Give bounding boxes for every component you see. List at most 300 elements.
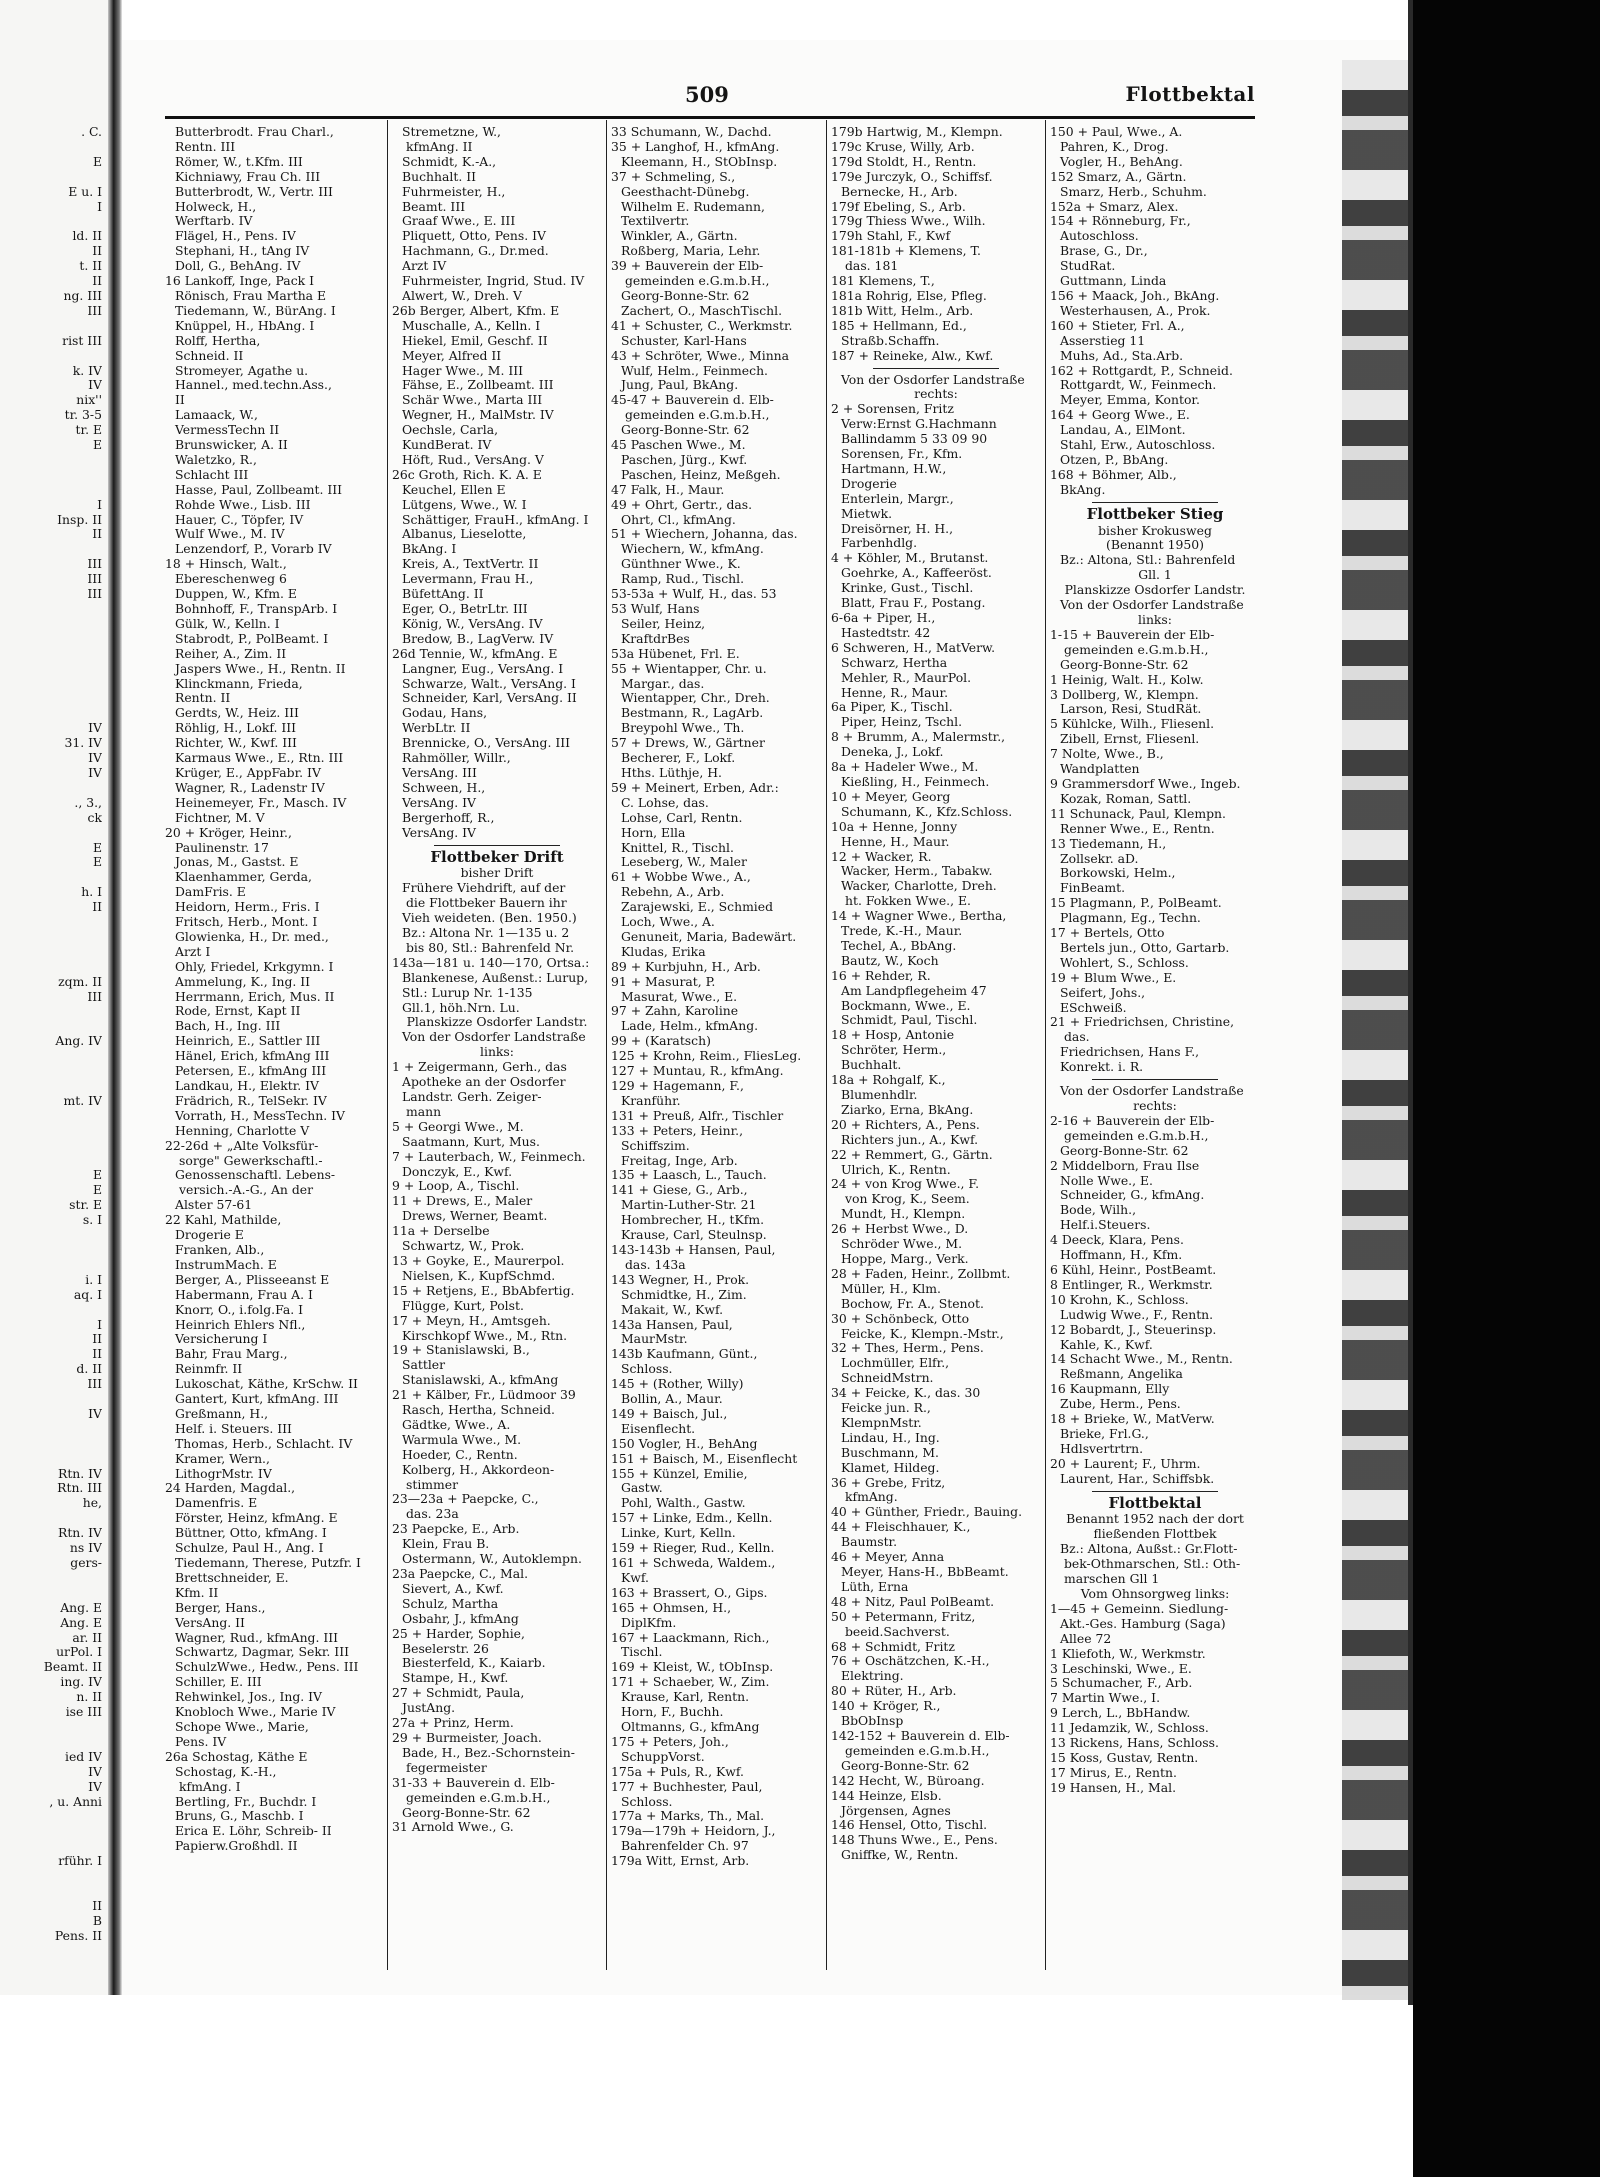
directory-entry: 28 + Faden, Heinr., Zollbmt. <box>831 1266 1011 1281</box>
directory-entry: von Krog, K., Seem. <box>845 1192 970 1207</box>
page-header <box>165 80 1255 119</box>
directory-entry: Bockmann, Wwe., E. <box>841 998 971 1013</box>
adjacent-page-fragment <box>0 960 102 975</box>
directory-entry: 9 Lerch, L., BbHandw. <box>1050 1706 1191 1721</box>
directory-entry: 25 + Harder, Sophie, <box>392 1626 525 1641</box>
directory-entry: das. 143a <box>625 1257 686 1272</box>
directory-entry: bis 80, Stl.: Bahrenfeld Nr. <box>406 940 575 955</box>
adjacent-page-fragment: Rtn. III <box>57 1481 102 1496</box>
directory-entry: VermessTechn II <box>175 423 280 438</box>
directory-entry: Römer, W., t.Kfm. III <box>175 154 303 169</box>
adjacent-page-fragment: II <box>92 274 102 289</box>
directory-entry: Butterbrodt. Frau Charl., <box>175 125 334 139</box>
directory-entry: 179a—179h + Heidorn, J., <box>611 1824 776 1839</box>
directory-entry: Bade, H., Bez.-Schornstein- <box>402 1745 575 1760</box>
adjacent-page-fragment: tr. E <box>75 423 102 438</box>
directory-entry: gemeinden e.G.m.b.H., <box>1064 642 1209 657</box>
directory-entry: C. Lohse, das. <box>621 795 709 810</box>
directory-entry: Ohrt, Cl., kfmAng. <box>621 512 736 527</box>
directory-entry: Borkowski, Helm., <box>1060 866 1176 881</box>
adjacent-page-fragment <box>0 1228 102 1243</box>
directory-entry: Rentn. III <box>175 139 236 154</box>
directory-entry: Ammelung, K., Ing. II <box>175 974 311 989</box>
directory-entry: Mehler, R., MaurPol. <box>841 670 972 685</box>
directory-entry: Glowienka, H., Dr. med., <box>175 929 329 944</box>
directory-entry: Knobloch Wwe., Marie IV <box>175 1705 336 1720</box>
adjacent-page-fragment: Ang. E <box>60 1600 102 1615</box>
directory-entry: 23 Paepcke, E., Arb. <box>392 1522 520 1537</box>
street-note: Planskizze Osdorfer Landstr. <box>1064 583 1246 598</box>
directory-entry: die Flottbeker Bauern ihr <box>406 896 567 911</box>
directory-entry: MaurMstr. <box>621 1332 688 1347</box>
directory-entry: Bertels jun., Otto, Gartarb. <box>1060 940 1230 955</box>
adjacent-page-fragment: E <box>92 855 102 870</box>
directory-entry: 36 + Grebe, Fritz, <box>831 1475 946 1490</box>
directory-entry: Doll, G., BehAng. IV <box>175 259 301 274</box>
street-note: links: <box>1138 613 1172 627</box>
directory-column-4 <box>831 125 1041 1965</box>
street-note: rechts: <box>914 387 958 402</box>
directory-entry: 20 + Laurent; F., Uhrm. <box>1050 1456 1201 1471</box>
directory-entry: Schär Wwe., Marta III <box>402 393 543 408</box>
directory-entry: 8a + Hadeler Wwe., M. <box>831 760 979 775</box>
directory-entry: Hänel, Erich, kfmAng III <box>175 1049 330 1064</box>
directory-entry: WerbLtr. II <box>402 721 471 736</box>
directory-entry: Trede, K.-H., Maur. <box>841 924 963 939</box>
directory-entry: Nielsen, K., KupfSchmd. <box>402 1268 556 1283</box>
directory-entry: Frädrich, R., TelSekr. IV <box>175 1093 327 1108</box>
directory-entry: Schloss. <box>621 1362 673 1377</box>
directory-entry: 41 + Schuster, C., Werkmstr. <box>611 318 793 333</box>
directory-entry: Langner, Eug., VersAng. I <box>402 661 564 676</box>
directory-entry: 89 + Kurbjuhn, H., Arb. <box>611 959 761 974</box>
directory-entry: Schmidt, K.-A., <box>402 154 497 169</box>
directory-entry: 33 Schumann, W., Dachd. <box>611 125 772 139</box>
directory-entry: Klaenhammer, Gerda, <box>175 870 312 885</box>
directory-entry: 145 + (Rother, Willy) <box>611 1377 744 1392</box>
directory-entry: 26b Berger, Albert, Kfm. E <box>392 303 560 318</box>
adjacent-page-fragment: n. II <box>76 1690 102 1705</box>
directory-entry: 47 Falk, H., Maur. <box>611 482 725 497</box>
directory-entry: Brettschneider, E. <box>175 1570 289 1585</box>
directory-entry: gemeinden e.G.m.b.H., <box>406 1790 551 1805</box>
directory-entry: Graaf Wwe., E. III <box>402 214 516 229</box>
directory-entry: 2 + Sorensen, Fritz <box>831 402 954 417</box>
directory-entry: Ebereschenweg 6 <box>175 572 287 587</box>
adjacent-page-fragment <box>0 1809 102 1824</box>
adjacent-page-fragment: E <box>92 154 102 169</box>
adjacent-page-fragment <box>0 915 102 930</box>
directory-entry: Krinke, Gust., Tischl. <box>841 581 974 596</box>
directory-entry: Blankenese, Außenst.: Lurup, <box>402 970 589 985</box>
directory-entry: Georg-Bonne-Str. 62 <box>402 1805 531 1820</box>
directory-entry: Kichniawy, Frau Ch. III <box>175 169 321 184</box>
directory-entry: 185 + Hellmann, Ed., <box>831 318 967 333</box>
directory-entry: Butterbrodt, W., Vertr. III <box>175 184 333 199</box>
directory-entry: Rahmöller, Willr., <box>402 751 511 766</box>
street-note: Benannt 1952 nach der dort <box>1066 1512 1244 1527</box>
directory-entry: Plagmann, Eg., Techn. <box>1060 911 1201 926</box>
directory-entry: Reinmfr. II <box>175 1362 243 1377</box>
directory-entry: Pohl, Walth., Gastw. <box>621 1496 746 1511</box>
directory-entry: Kranführ. <box>621 1093 681 1108</box>
adjacent-page-fragment <box>0 170 102 185</box>
directory-entry: InstrumMach. E <box>175 1257 277 1272</box>
adjacent-page-fragment: III <box>87 989 102 1004</box>
directory-entry: Alwert, W., Dreh. V <box>402 288 523 303</box>
scan-background <box>1413 0 1600 2177</box>
directory-entry: 39 + Bauverein der Elb- <box>611 259 764 274</box>
adjacent-page-fragment <box>0 1824 102 1839</box>
directory-entry: Wagner, R., Ladenstr IV <box>175 780 325 795</box>
directory-entry: Kfm. II <box>175 1585 219 1600</box>
directory-entry: das. <box>1064 1030 1090 1045</box>
street-heading: Flottbektal <box>1108 1495 1202 1511</box>
directory-entry: Kludas, Erika <box>621 944 706 959</box>
directory-entry: Fichtner, M. V <box>175 810 265 825</box>
directory-entry: Stromeyer, Agathe u. <box>175 363 309 378</box>
directory-entry: Drews, Werner, Beamt. <box>402 1209 548 1224</box>
directory-entry: Lochmüller, Elfr., <box>841 1356 950 1371</box>
directory-entry: Alster 57-61 <box>175 1198 253 1213</box>
section-divider <box>434 845 560 846</box>
directory-entry: 34 + Feicke, K., das. 30 <box>831 1386 981 1401</box>
adjacent-page-fragment <box>0 1571 102 1586</box>
directory-entry: Meyer, Hans-H., BbBeamt. <box>841 1565 1009 1579</box>
directory-entry: Karmaus Wwe., E., Rtn. III <box>175 751 344 766</box>
directory-entry: 152a + Smarz, Alex. <box>1050 199 1179 214</box>
directory-entry: Kwf. <box>621 1570 649 1585</box>
directory-entry: Lamaack, W., <box>175 408 258 423</box>
directory-entry: das. 23a <box>406 1507 459 1522</box>
adjacent-page-fragment: II <box>92 1347 102 1362</box>
adjacent-page-fragment <box>0 1079 102 1094</box>
directory-entry: Röhlig, H., Lokf. III <box>175 721 297 736</box>
directory-entry: 154 + Rönneburg, Fr., <box>1050 214 1191 229</box>
directory-entry: Brennicke, O., VersAng. III <box>402 736 571 751</box>
directory-entry: Bz.: Altona, Außst.: Gr.Flott- <box>1060 1542 1238 1557</box>
adjacent-page-fragment <box>0 214 102 229</box>
directory-entry: 11 Schunack, Paul, Klempn. <box>1050 806 1226 821</box>
adjacent-page-fragment: IV <box>88 1764 102 1779</box>
directory-entry: Meyer, Emma, Kontor. <box>1060 393 1200 408</box>
directory-entry: StudRat. <box>1060 259 1116 274</box>
directory-entry: Reßmann, Angelika <box>1060 1367 1183 1382</box>
directory-entry: Zibell, Ernst, Fliesenl. <box>1060 732 1200 747</box>
directory-entry: 18 + Hinsch, Walt., <box>165 557 287 572</box>
directory-entry: II <box>175 393 185 408</box>
directory-entry: Makait, W., Kwf. <box>621 1302 724 1317</box>
directory-entry: KundBerat. IV <box>402 438 492 453</box>
directory-entry: Schuster, Karl-Hans <box>621 333 747 348</box>
directory-entry: kfmAng. <box>845 1490 898 1505</box>
adjacent-page-fragment <box>0 826 102 841</box>
directory-entry: Schröder Wwe., M. <box>841 1237 963 1252</box>
directory-entry: Levermann, Frau H., <box>402 572 534 587</box>
directory-entry: Martin-Luther-Str. 21 <box>621 1198 757 1213</box>
directory-entry: 55 + Wientapper, Chr. u. <box>611 661 767 676</box>
directory-entry: Autoschloss. <box>1060 229 1139 244</box>
directory-entry: Stampe, H., Kwf. <box>402 1671 509 1686</box>
directory-entry: Flügge, Kurt, Polst. <box>402 1298 524 1313</box>
adjacent-page-fragment: I <box>97 199 102 214</box>
directory-entry: Mundt, H., Klempn. <box>841 1207 966 1222</box>
directory-entry: 49 + Ohrt, Gertr., das. <box>611 497 753 512</box>
adjacent-page-fragment: E <box>92 840 102 855</box>
adjacent-page-fragment: ns IV <box>69 1541 102 1556</box>
directory-entry: 20 + Kröger, Heinr., <box>165 825 292 840</box>
directory-entry: 31-33 + Bauverein d. Elb- <box>392 1775 555 1790</box>
directory-entry: 17 + Bertels, Otto <box>1050 926 1165 941</box>
directory-entry: 26a Schostag, Käthe E <box>165 1749 308 1764</box>
directory-entry: Brieke, Frl.G., <box>1060 1426 1149 1441</box>
directory-entry: Klamet, Hildeg. <box>841 1460 940 1475</box>
directory-entry: Schmidt, Paul, Tischl. <box>841 1013 978 1028</box>
directory-entry: 140 + Kröger, R., <box>831 1699 941 1714</box>
directory-entry: 24 + von Krog Wwe., F. <box>831 1177 980 1192</box>
directory-entry: Reiher, A., Zim. II <box>175 646 287 661</box>
directory-entry: 12 Bobardt, J., Steuerinsp. <box>1050 1322 1217 1337</box>
directory-entry: 31 Arnold Wwe., G. <box>392 1820 514 1835</box>
directory-entry: 181-181b + Klemens, T. <box>831 244 981 259</box>
directory-entry: Gülk, W., Kelln. I <box>175 616 280 631</box>
directory-entry: 17 Mirus, E., Rentn. <box>1050 1765 1177 1780</box>
directory-entry: 53-53a + Wulf, H., das. 53 <box>611 587 777 602</box>
directory-entry: 6-6a + Piper, H., <box>831 611 936 625</box>
adjacent-page-fragment: gers- <box>70 1556 102 1570</box>
directory-entry: 175a + Puls, R., Kwf. <box>611 1764 744 1779</box>
adjacent-page-fragment <box>0 1422 102 1437</box>
section-divider <box>1092 502 1218 503</box>
directory-entry: 16 Kaupmann, Elly <box>1050 1382 1170 1397</box>
column-rule <box>606 120 607 1970</box>
directory-entry: Textilvertr. <box>621 214 690 229</box>
adjacent-page-fragment: III <box>87 587 102 602</box>
adjacent-page-fragment: ., 3., <box>74 795 102 810</box>
directory-entry: Schostag, K.-H., <box>175 1764 277 1779</box>
directory-entry: Ohly, Friedel, Krkgymn. I <box>175 959 334 974</box>
adjacent-page-fragment: III <box>87 557 102 572</box>
directory-entry: das. 181 <box>845 259 899 274</box>
directory-entry: mann <box>406 1104 442 1119</box>
directory-entry: Wandplatten <box>1060 762 1140 777</box>
street-note: bisher Drift <box>460 866 534 881</box>
directory-entry: FinBeamt. <box>1060 881 1126 896</box>
directory-entry: Stanislawski, A., kfmAng <box>402 1373 559 1388</box>
directory-entry: Geesthacht-Dünebg. <box>621 184 750 199</box>
directory-entry: 12 + Wacker, R. <box>831 849 932 864</box>
directory-entry: 22 Kahl, Mathilde, <box>165 1213 282 1228</box>
directory-entry: Nolle Wwe., E. <box>1060 1173 1153 1188</box>
directory-entry: 5 Schumacher, F., Arb. <box>1050 1676 1193 1691</box>
directory-entry: 1 + Zeigermann, Gerh., das <box>392 1060 567 1075</box>
directory-entry: 21 + Friedrichsen, Christine, <box>1050 1015 1235 1030</box>
directory-entry: Vieh weideten. (Ben. 1950.) <box>402 911 577 926</box>
directory-entry: Papierw.Großhdl. II <box>175 1839 298 1854</box>
adjacent-page-fragment: IV <box>88 1406 102 1421</box>
directory-entry: 150 Vogler, H., BehAng <box>611 1436 758 1451</box>
adjacent-page-fragment <box>0 319 102 334</box>
directory-entry: Förster, Heinz, kfmAng. E <box>175 1511 338 1526</box>
directory-entry: 9 Grammersdorf Wwe., Ingeb. <box>1050 776 1241 791</box>
directory-entry: Habermann, Frau A. I <box>175 1287 313 1302</box>
directory-entry: 2 Middelborn, Frau Ilse <box>1050 1158 1200 1173</box>
directory-entry: 11 Jedamzik, W., Schloss. <box>1050 1721 1209 1736</box>
directory-entry: Henne, R., Maur. <box>841 685 949 700</box>
directory-entry: 17 + Meyn, H., Amtsgeh. <box>392 1313 551 1328</box>
adjacent-page-fragment: 31. IV <box>64 736 102 751</box>
directory-entry: Goehrke, A., Kaffeeröst. <box>841 566 992 581</box>
directory-entry: Mietwk. <box>841 506 893 521</box>
directory-entry: Rottgardt, W., Feinmech. <box>1060 378 1217 393</box>
directory-entry: 144 Heinze, Elsb. <box>831 1788 942 1803</box>
directory-entry: Lütgens, Wwe., W. I <box>402 497 527 512</box>
directory-column-3 <box>611 125 823 1965</box>
directory-entry: Herrmann, Erich, Mus. II <box>175 989 335 1004</box>
directory-entry: Vorrath, H., MessTechn. IV <box>175 1108 345 1123</box>
directory-entry: 179a Witt, Ernst, Arb. <box>611 1854 750 1869</box>
directory-entry: Verw:Ernst G.Hachmann <box>841 417 997 432</box>
directory-entry: sorge" Gewerkschaftl.- <box>179 1153 323 1168</box>
directory-entry: Wulf Wwe., M. IV <box>175 527 285 542</box>
adjacent-page-fragment: III <box>87 303 102 318</box>
directory-entry: Damenfris. E <box>175 1496 258 1511</box>
directory-entry: Krüger, E., AppFabr. IV <box>175 765 321 780</box>
directory-entry: 187 + Reineke, Alw., Kwf. <box>831 348 994 363</box>
directory-entry: Petersen, E., kfmAng III <box>175 1064 327 1079</box>
directory-entry: 143-143b + Hansen, Paul, <box>611 1242 776 1257</box>
directory-entry: 177a + Marks, Th., Mal. <box>611 1809 765 1824</box>
adjacent-page-fragment: IV <box>88 765 102 780</box>
directory-entry: Paschen, Heinz, Meßgeh. <box>621 467 781 482</box>
directory-entry: Loch, Wwe., A. <box>621 915 715 930</box>
directory-entry: Hiekel, Emil, Geschf. II <box>402 333 548 348</box>
directory-entry: Schättiger, FrauH., kfmAng. I <box>402 512 589 527</box>
adjacent-page-fragment: mt. IV <box>63 1093 102 1108</box>
directory-entry: 127 + Muntau, R., kfmAng. <box>611 1064 784 1079</box>
directory-entry: Wilhelm E. Rudemann, <box>621 199 765 214</box>
adjacent-page-fragment: ied IV <box>64 1749 102 1764</box>
directory-entry: Arzt I <box>175 944 211 959</box>
directory-entry: Apotheke an der Osdorfer <box>402 1075 566 1090</box>
directory-entry: Hartmann, H.W., <box>841 461 947 476</box>
directory-entry: Buchhalt. <box>841 1058 902 1073</box>
adjacent-page-fragment <box>0 1109 102 1124</box>
directory-entry: Hager Wwe., M. III <box>402 363 524 378</box>
directory-entry: Genuneit, Maria, Badewärt. <box>621 929 797 944</box>
directory-entry: Fuhrmeister, H., <box>402 184 506 199</box>
directory-entry: Biesterfeld, K., Kaiarb. <box>402 1656 546 1671</box>
directory-entry: 175 + Peters, Joh., <box>611 1734 729 1749</box>
directory-entry: 168 + Böhmer, Alb., <box>1050 467 1177 482</box>
directory-entry: 179e Jurczyk, O., Schiffsf. <box>831 169 993 184</box>
directory-entry: Klinckmann, Frieda, <box>175 676 303 691</box>
directory-entry: 57 + Drews, W., Gärtner <box>611 736 765 751</box>
adjacent-page-fragment <box>0 483 102 498</box>
directory-entry: Breypohl Wwe., Th. <box>621 721 745 736</box>
adjacent-page-fragment: aq. I <box>73 1287 102 1302</box>
directory-entry: Sievert, A., Kwf. <box>402 1581 504 1596</box>
directory-entry: Piper, Heinz, Tschl. <box>841 715 963 730</box>
directory-entry: 14 Schacht Wwe., M., Rentn. <box>1050 1352 1233 1367</box>
adjacent-page-fragment <box>0 691 102 706</box>
directory-entry: Franken, Alb., <box>175 1242 265 1257</box>
directory-entry: Hauer, C., Töpfer, IV <box>175 512 304 527</box>
directory-entry: Knorr, O., i.folg.Fa. I <box>175 1302 304 1317</box>
directory-entry: 27a + Prinz, Herm. <box>392 1716 514 1731</box>
directory-entry: Eisenflecht. <box>621 1421 696 1436</box>
directory-entry: 32 + Thes, Herm., Pens. <box>831 1341 984 1356</box>
directory-entry: Baumstr. <box>841 1535 898 1550</box>
directory-entry: Bertling, Fr., Buchdr. I <box>175 1794 317 1809</box>
directory-entry: Erica E. Löhr, Schreib- II <box>175 1824 332 1839</box>
adjacent-page-fragment: IV <box>88 721 102 736</box>
directory-entry: 61 + Wobbe Wwe., A., <box>611 870 751 885</box>
directory-entry: Donczyk, E., Kwf. <box>402 1164 513 1179</box>
directory-entry: Krause, Carl, Steulnsp. <box>621 1228 767 1243</box>
directory-entry: Rolff, Hertha, <box>175 333 261 348</box>
directory-entry: Landau, A., ElMont. <box>1060 423 1186 438</box>
directory-entry: kfmAng. II <box>406 139 473 154</box>
directory-entry: Ziarko, Erna, BkAng. <box>841 1102 974 1117</box>
directory-entry: Leseberg, W., Maler <box>621 855 747 870</box>
page-number: 509 <box>685 82 729 107</box>
directory-entry: König, W., VersAng. IV <box>402 616 543 631</box>
directory-entry: 1 Kliefoth, W., Werkmstr. <box>1050 1646 1206 1661</box>
directory-entry: 97 + Zahn, Karoline <box>611 1004 739 1019</box>
directory-entry: Ostermann, W., Autoklempn. <box>402 1552 582 1567</box>
directory-entry: BkAng. <box>1060 482 1106 497</box>
directory-entry: Straßb.Schaffn. <box>841 333 940 348</box>
directory-entry: 21 + Kälber, Fr., Lüdmoor 39 <box>392 1388 576 1403</box>
adjacent-page-column <box>0 125 110 1944</box>
directory-entry: 37 + Schmeling, S., <box>611 169 736 184</box>
adjacent-page-strip <box>0 0 112 1995</box>
directory-entry: Flägel, H., Pens. IV <box>175 229 296 244</box>
directory-entry: Bz.: Altona, Stl.: Bahrenfeld <box>1060 553 1236 568</box>
adjacent-page-fragment <box>0 1139 102 1154</box>
directory-entry: kfmAng. I <box>179 1779 241 1794</box>
directory-entry: Knüppel, H., HbAng. I <box>175 318 315 333</box>
directory-entry: Buchhalt. II <box>402 169 476 184</box>
directory-entry: BbObInsp <box>841 1714 904 1729</box>
directory-entry: Rehwinkel, Jos., Ing. IV <box>175 1690 322 1705</box>
adjacent-page-fragment: Insp. II <box>57 512 102 527</box>
adjacent-page-fragment <box>0 1884 102 1899</box>
adjacent-page-fragment: Ang. IV <box>55 1034 102 1049</box>
directory-entry: 143a Hansen, Paul, <box>611 1317 733 1332</box>
directory-entry: 125 + Krohn, Reim., FliesLeg. <box>611 1049 802 1064</box>
directory-entry: Georg-Bonne-Str. 62 <box>621 423 750 438</box>
directory-entry: Greßmann, H., <box>175 1406 269 1421</box>
adjacent-page-fragment: t. II <box>79 259 102 274</box>
directory-entry: Lenzendorf, P., Vorarb IV <box>175 542 332 557</box>
directory-entry: Beselerstr. 26 <box>402 1641 489 1656</box>
street-note: (Benannt 1950) <box>1106 538 1204 553</box>
directory-entry: 68 + Schmidt, Fritz <box>831 1639 955 1654</box>
directory-entry: Pliquett, Otto, Pens. IV <box>402 229 546 244</box>
directory-entry: Horn, Ella <box>621 825 686 840</box>
directory-entry: Gerdts, W., Heiz. III <box>175 706 299 721</box>
directory-entry: 26 + Herbst Wwe., D. <box>831 1222 969 1237</box>
directory-entry: 59 + Meinert, Erben, Adr.: <box>611 780 779 795</box>
street-note: Vom Ohnsorgweg links: <box>1080 1587 1230 1601</box>
adjacent-page-fragment: str. E <box>69 1198 102 1213</box>
directory-entry: 20 + Richters, A., Pens. <box>831 1117 980 1132</box>
page-edge-shadow <box>1342 60 1412 2000</box>
directory-entry: Rebehn, A., Arb. <box>621 885 725 900</box>
directory-entry: 5 Kühlcke, Wilh., Fliesenl. <box>1050 717 1215 732</box>
